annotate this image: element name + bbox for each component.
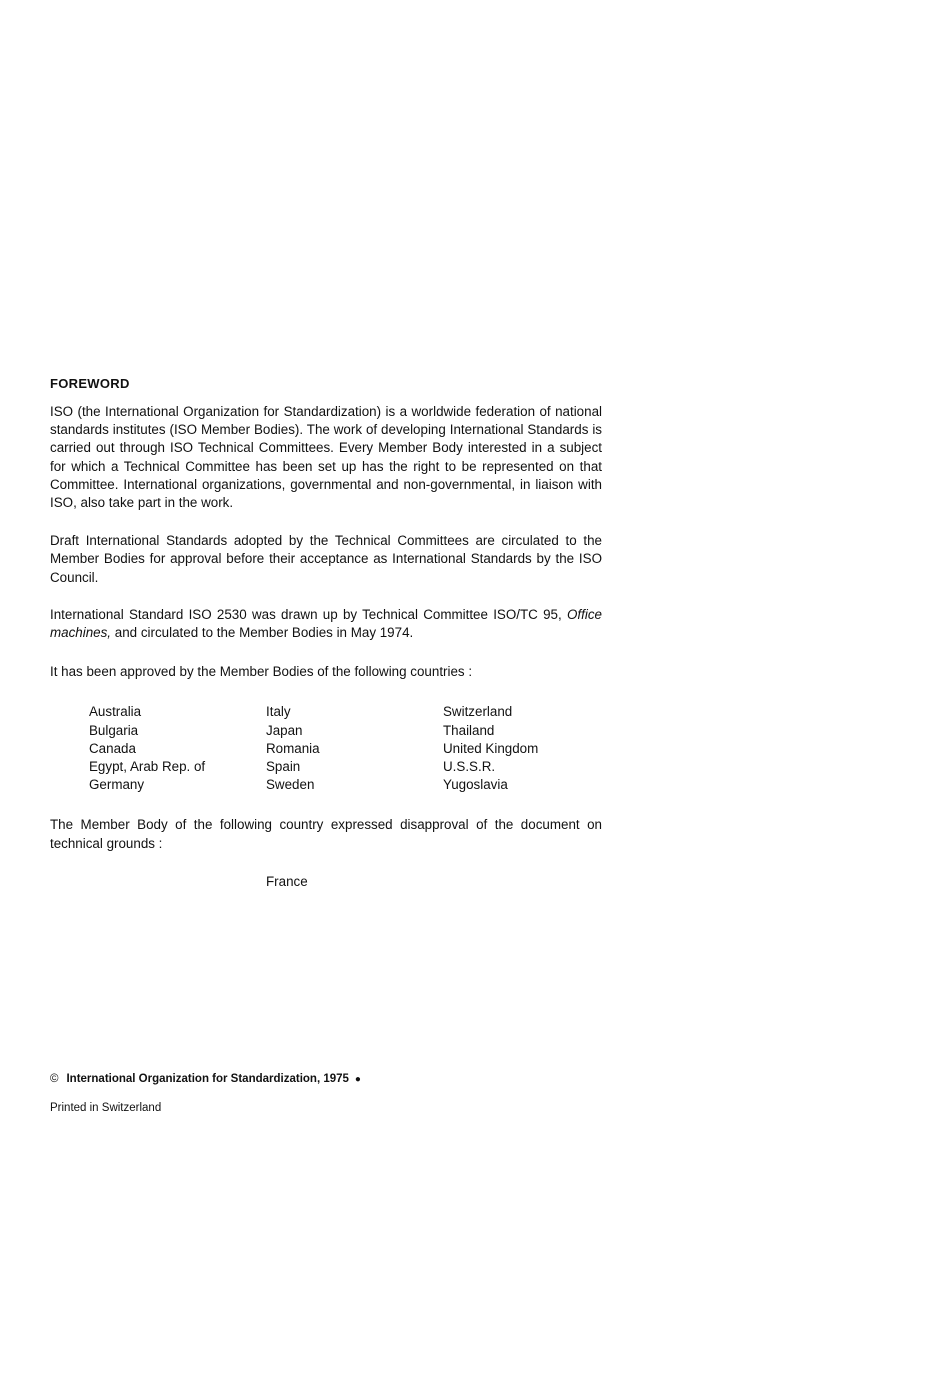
copyright-text: International Organization for Standardization, 1975: [66, 1073, 349, 1085]
list-item: Yugoslavia: [443, 777, 508, 793]
list-item: United Kingdom: [443, 740, 539, 756]
foreword-section: [50, 376, 602, 891]
countries-column-2: [266, 703, 443, 794]
list-item: Australia: [89, 704, 142, 720]
list-item: Canada: [89, 740, 136, 756]
page-title: FOREWORD: [50, 376, 130, 391]
countries-column-1: [89, 703, 266, 794]
disapproving-country: France: [266, 873, 308, 889]
foreword-paragraph-iso2530: [50, 606, 602, 642]
list-item: Switzerland: [443, 704, 513, 720]
approving-countries-list: [89, 703, 602, 794]
copyright-notice: [50, 1073, 361, 1085]
list-item: Thailand: [443, 722, 495, 738]
committee-title: Office machines,: [50, 606, 602, 641]
foreword-paragraph-drafts: Draft International Standards adopted by the Technical Committees are circulated to the Member Bodies for approval before their acceptance as International Standards by the ISO Council.: [50, 533, 602, 585]
countries-column-3: [443, 703, 603, 794]
list-item: Egypt, Arab Rep. of: [89, 759, 206, 775]
copyright-icon: ©: [50, 1073, 59, 1085]
list-item: Romania: [266, 740, 320, 756]
approval-intro: It has been approved by the Member Bodies of the following countries :: [50, 664, 473, 680]
list-item: Sweden: [266, 777, 315, 793]
bullet-icon: ●: [354, 1074, 361, 1085]
list-item: U.S.S.R.: [443, 759, 496, 775]
foreword-paragraph-iso: ISO (the International Organization for Standardization) is a worldwide federation of national standards institutes (ISO Member Bodies). The work of developing International Standards is carried out through ISO Technical Committees. Every Member Body interested in a subject for which a Technical Committee has been set up has the right to be represented on that Committee. International organizations, governmental and non-governmental, in liaison with ISO, also take part in the work.: [50, 404, 602, 511]
list-item: Bulgaria: [89, 722, 139, 738]
list-item: Germany: [89, 777, 145, 793]
list-item: Spain: [266, 759, 301, 775]
disapproval-intro: The Member Body of the following country expressed disapproval of the document on technical grounds :: [50, 817, 602, 851]
printed-in-notice: Printed in Switzerland: [50, 1102, 162, 1114]
list-item: Italy: [266, 704, 291, 720]
list-item: Japan: [266, 722, 303, 738]
iso2530-text-start: International Standard ISO 2530 was drawn up by Technical Committee ISO/TC 95,: [50, 606, 562, 622]
iso2530-text-end: and circulated to the Member Bodies in May 1974.: [114, 625, 414, 641]
